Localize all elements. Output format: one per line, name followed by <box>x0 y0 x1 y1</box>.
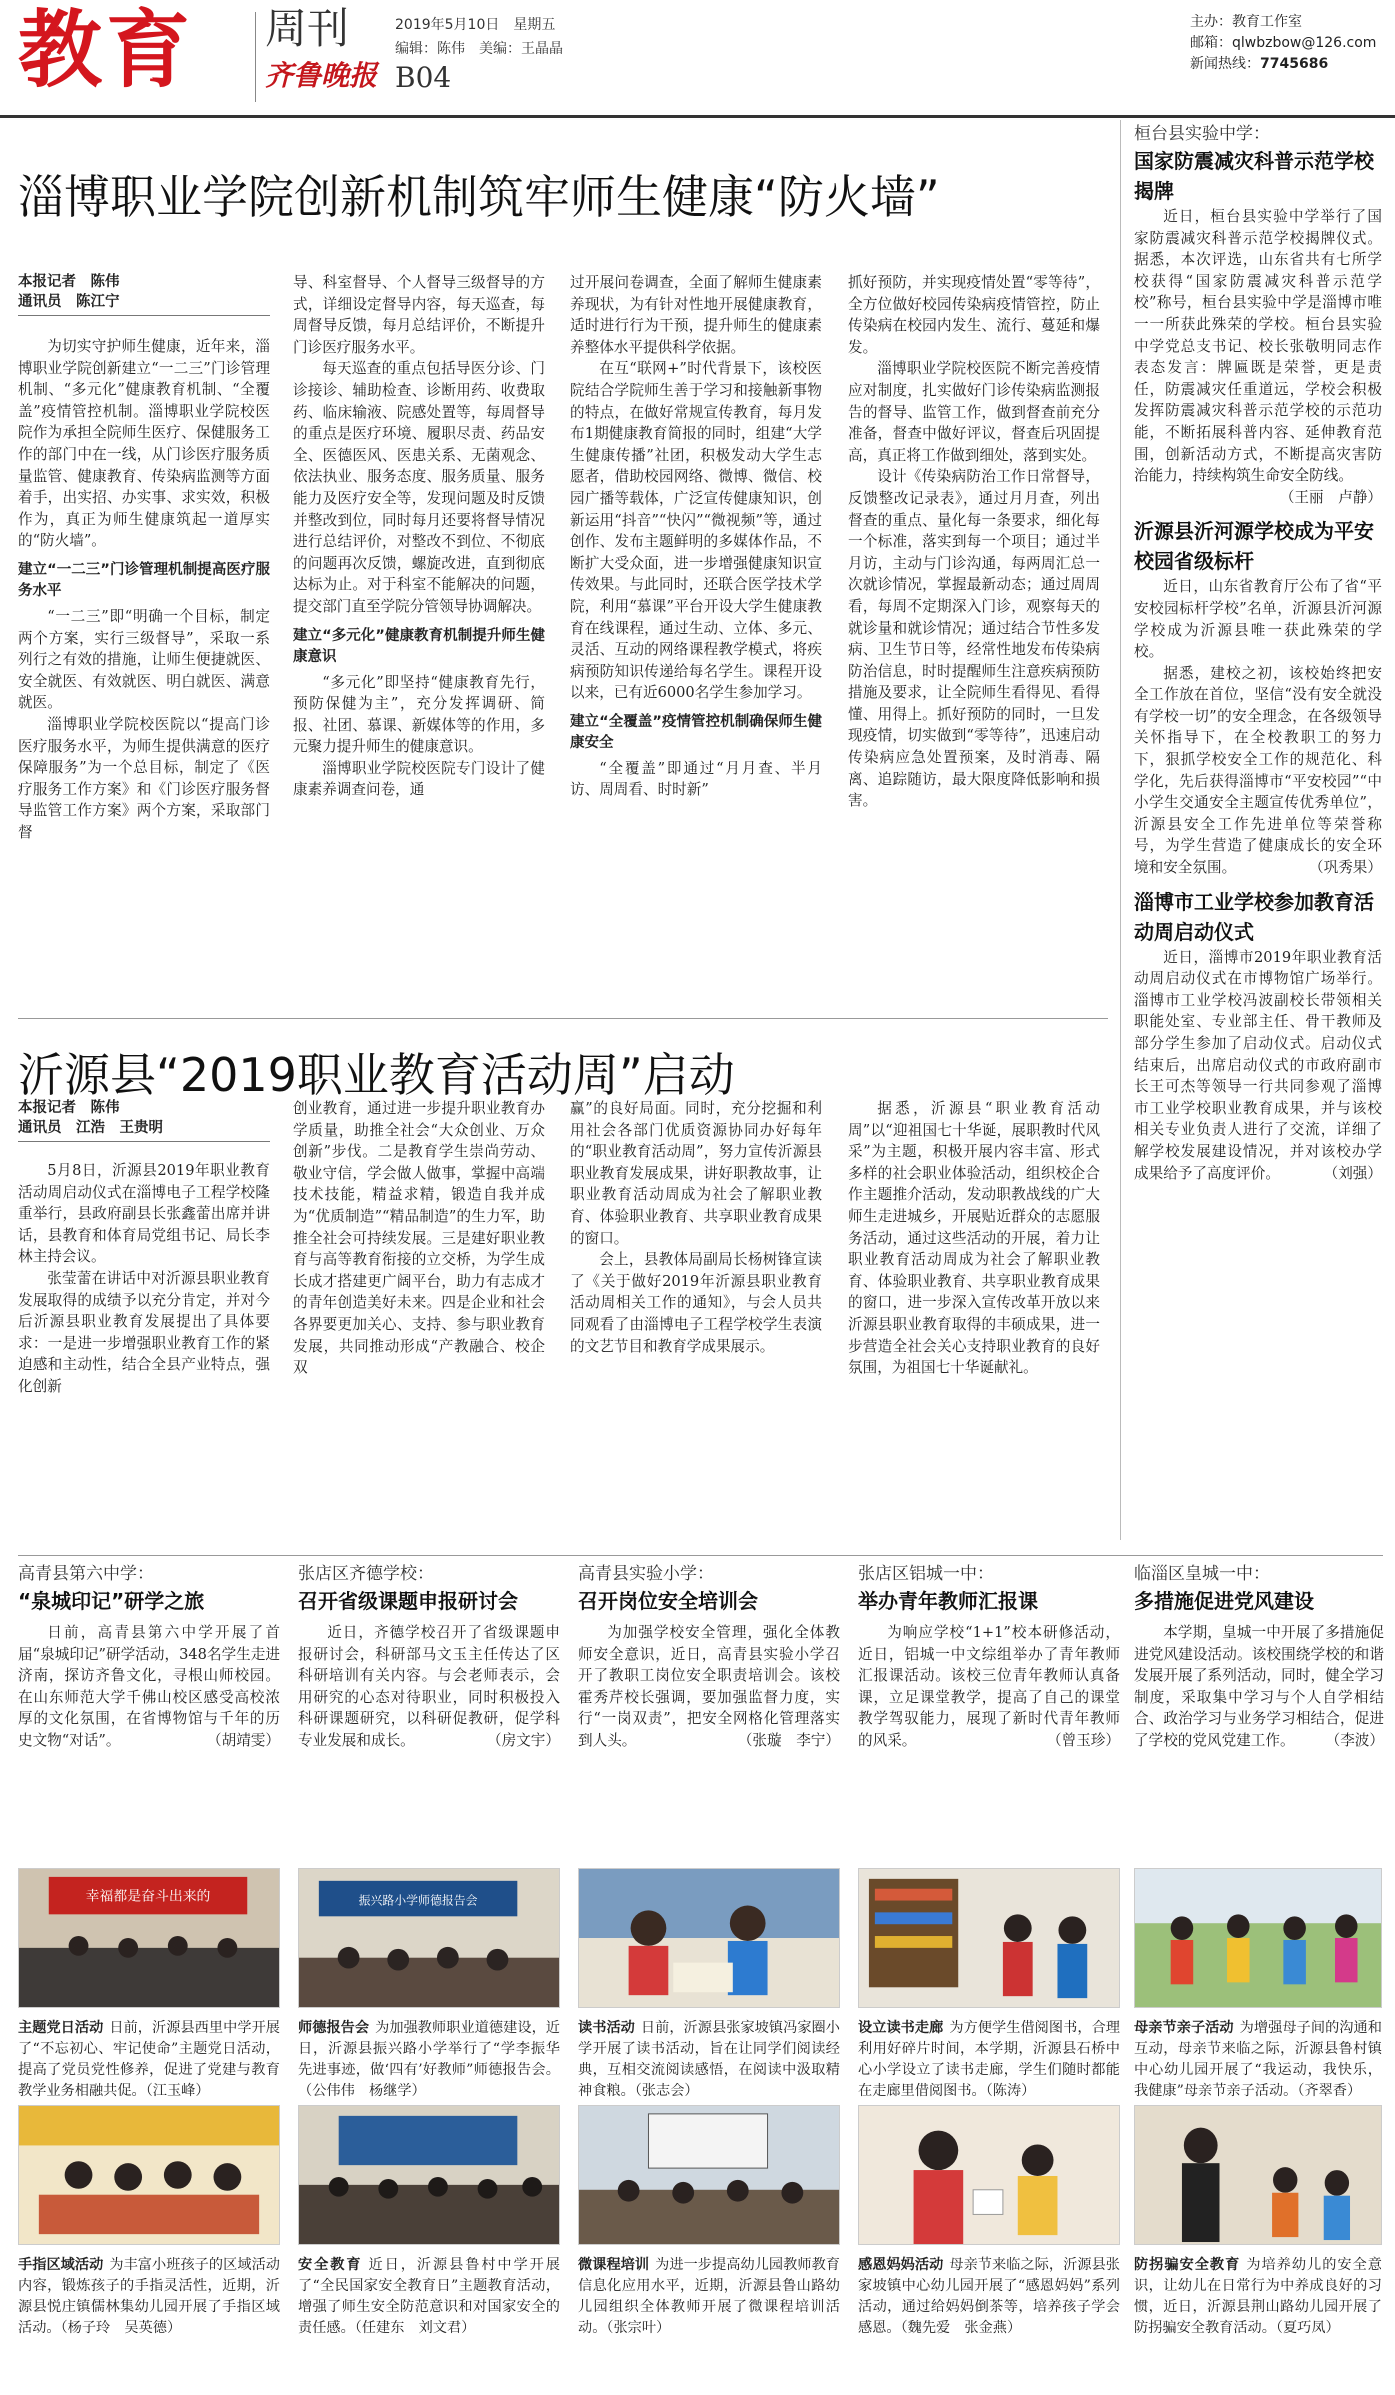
lead-subhead: 建立“多元化”健康教育机制提升师生健康意识 <box>293 627 545 665</box>
sidebar-text: 据悉，建校之初，该校始终把安全工作放在首位，坚信“没有安全就没有学校一切”的安全理念，在各级领导关怀指导下，在全校教职工的努力下，狠抓学校安全工作的规范化、科学化，先后获得淄博市“平安校园”“中小学生交通安全主题宣传优秀单位”，沂源县安全工作先进单位等荣誉称号，为学生营造了健康成长的安全环境和安全氛围。 <box>1134 664 1382 877</box>
brief-3 <box>578 1562 840 1752</box>
photo-caption <box>298 2255 560 2339</box>
photo-microcourse <box>578 2105 840 2245</box>
photo-banner-text: 振兴路小学师德报告会 <box>358 1893 478 1908</box>
caption-author: （张宗叶） <box>606 2320 671 2336</box>
brief-text: 为响应学校“1+1”校本研修活动，近日，铝城一中文综组举办了青年教师汇报课活动。该校三位青年教师认真备课，立足课堂教学，提高了自己的课堂教学驾驭能力，展现了新时代青年教师的风采。 <box>858 1624 1120 1749</box>
photo-thank-mom <box>858 2105 1120 2245</box>
sidebar-author: （巩秀果） <box>1309 859 1382 877</box>
story2-paragraph: 据悉，沂源县“职业教育活动周”以“迎祖国七十华诞，展职教时代风采”为主题，积极开展内容丰富、形式多样的社会职业体验活动，组织校企合作主题推介活动，发动职教战线的广大师生走进城乡，开展贴近群众的志愿服务活动，通过这些活动的开展，着力让职业教育活动周成为社会了解职业教育、体验职业教育、共享职业教育成果的窗口，进一步深入宣传改革开放以来沂源县职业教育取得的丰硕成果，进一步营造全社会关心支持职业教育的良好氛围，为祖国七十华诞献礼。 <box>848 1100 1100 1377</box>
caption-author: （公伟伟 杨继学） <box>298 2083 426 2099</box>
story2-byline-reporter: 本报记者 陈伟 <box>18 1100 120 1116</box>
caption-title: 读书活动 <box>578 2020 635 2036</box>
caption-title: 微课程培训 <box>578 2257 650 2273</box>
lead-paragraph: 在互“联网+”时代背景下，该校医院结合学院师生善于学习和接触新事物的特点，在做好常规宣传教育，每月发布1期健康教育简报的同时，组建“大学生健康传播”社团，积极发动大学生志愿者，借助校园网络、微博、微信、校园广播等载体，广泛宣传健康知识，创新运用“抖音”“快闪”“微视频”等，通过创作、发布主题鲜明的多媒体作品，不断扩大受众面，进一步增强健康知识宣传效果。与此同时，还联合医学技术学院，利用“慕课”平台开设大学生健康教育在线课程，通过生动、立体、多元、灵活、互动的网络课程教学模式，将疾病预防知识传递给每名学生。课程开设以来，已有近6000名学生参加学习。 <box>570 360 822 702</box>
lead-paragraph: 为切实守护师生健康，近年来，淄博职业学院创新建立“一二三”门诊管理机制、“多元化”健康教育机制、“全覆盖”疫情管控机制。淄博职业学院校医院作为承担全院师生医疗、保健服务工作的部门中在一线，从门诊医疗服务质量监管、健康教育、传染病监测等方面着手，出实招、办实事、求实效，积极作为，真正为师生健康筑起一道厚实的“防火墙”。 <box>18 338 270 550</box>
story2-column-4 <box>848 1098 1100 1543</box>
photo-item-5 <box>1134 1868 1382 2102</box>
caption-author: （陈涛） <box>985 2083 1036 2099</box>
photo-ethics-report <box>298 1868 560 2008</box>
lead-headline: 淄博职业学院创新机制筑牢师生健康“防火墙” <box>18 170 940 224</box>
story2-paragraph: 会上，县教体局副局长杨树锋宣读了《关于做好2019年沂源县职业教育活动周相关工作的通知》，与会人员共同观看了由淄博电子工程学校学生表演的文艺节目和教育学成果展示。 <box>570 1251 822 1355</box>
photo-caption <box>1134 2255 1382 2339</box>
lead-paragraph: 淄博职业学院校医院以“提高门诊医疗服务水平，为师生提供满意的医疗保障服务”为一个总目标，制定了《医疗服务工作方案》和《门诊医疗服务督导监管工作方案》两个方案，采取部门督 <box>18 715 270 841</box>
photo-caption <box>578 2018 840 2102</box>
brief-headline: 召开省级课题申报研讨会 <box>298 1589 518 1613</box>
brief-5 <box>1134 1562 1384 1752</box>
story-divider <box>18 1018 1108 1019</box>
caption-text: 近日，沂源县鲁村中学开展了“全民国家安全教育日”主题教育活动，增强了师生安全防范意识和对国家安全的责任感。 <box>298 2257 560 2336</box>
brief-author: （胡靖雯） <box>207 1731 280 1749</box>
caption-author: （杨子玲 吴英德） <box>60 2320 182 2336</box>
photo-reading <box>578 1868 840 2008</box>
email-label: 邮箱：qlwbzbow@126.com <box>1190 35 1377 51</box>
photo-anti-abduction <box>1134 2105 1382 2245</box>
weekly-label: 周刊 <box>265 4 350 53</box>
sidebar-headline: 国家防震减灾科普示范学校揭牌 <box>1134 149 1374 203</box>
sidebar-body <box>1134 206 1382 506</box>
caption-text: 母亲节来临之际，沂源县张家坡镇中心幼儿园开展了“感恩妈妈”系列活动，通过给妈妈倒茶等，培养孩子学会感恩。 <box>858 2257 1120 2336</box>
brief-text: 日前，高青县第六中学开展了首届“泉城印记”研学活动，348名学生走进济南，探访齐鲁文化，寻根山师校园。在山东师范大学千佛山校区感受高校浓厚的文化氛围，在省博物馆与千年的历史文物“对话”。 <box>18 1624 280 1749</box>
lead-paragraph: “一二三”即“明确一个目标，制定两个方案，实行三级督导”，采取一系列行之有效的措施，让师生便捷就医、安全就医、有效就医、明白就医、满意就医。 <box>18 607 270 712</box>
sidebar-text: 近日，桓台县实验中学举行了国家防震减灾科普示范学校揭牌仪式。据悉，本次评选，山东省共有七所学校获得“国家防震减灾科普示范学校”称号，桓台县实验中学是淄博市唯一一所获此殊荣的学校。桓台县实验中学党总支书记、校长张敬明同志作表态发言：牌匾既是荣誉，更是责任，防震减灾任重道远，学校会积极发挥防震减灾科普示范学校的示范功能，不断拓展科普内容、延伸教育范围，创新活动方式，不断提高灾害防治能力，持续构筑生命安全防线。 <box>1134 208 1382 485</box>
caption-text: 为方便学生借阅图书，合理利用好碎片时间，本学期，沂源县石桥中心小学设立了读书走廊，学生们随时都能在走廊里借阅图书。 <box>858 2020 1120 2099</box>
brief-text: 近日，齐德学校召开了省级课题申报研讨会，科研部马文玉主任传达了区科研培训有关内容。与会老师表示，会用研究的心态对待职业，同时积极投入科研课题研究，以科研促教研，促学科专业发展和成长。 <box>298 1624 560 1749</box>
sidebar-body <box>1134 947 1382 1185</box>
lead-column-4 <box>848 272 1100 992</box>
sidebar-kicker: 桓台县实验中学： <box>1134 124 1270 144</box>
brief-body <box>298 1622 560 1752</box>
lead-paragraph: 导、科室督导、个人督导三级督导的方式，详细设定督导内容，每天巡查，每周督导反馈，每月总结评价，不断提升门诊医疗服务水平。 <box>293 274 545 356</box>
photo-item-7 <box>298 2105 560 2339</box>
caption-text: 日前，沂源县西里中学开展了“不忘初心、牢记使命”主题党日活动，提高了党员党性修养，促进了党建与教育教学业务相融共促。 <box>18 2020 280 2099</box>
host-label: 主办：教育工作室 <box>1190 14 1302 30</box>
caption-author: （任建东 刘文君） <box>354 2320 476 2336</box>
brief-text: 本学期，皇城一中开展了多措施促进党风建设活动。该校围绕学校的和谐发展开展了系列活动，同时，健全学习制度，采取集中学习与个人自学相结合、政治学习与业务学习相结合，促进了学校的党风党建工作。 <box>1134 1624 1384 1749</box>
photo-party-day <box>18 1868 280 2008</box>
brief-headline: 召开岗位安全培训会 <box>578 1589 758 1613</box>
story2-column-3 <box>570 1098 822 1543</box>
photo-item-6 <box>18 2105 280 2339</box>
caption-text: 为加强教师职业道德建设，近日，沂源县振兴路小学举行了“学李振华先进事迹，做‘四有’好教师”师德报告会。 <box>298 2020 560 2078</box>
sidebar-author: （刘强） <box>1323 1164 1382 1182</box>
sidebar-headline: 沂源县沂河源学校成为平安校园省级标杆 <box>1134 519 1374 574</box>
issue-date: 2019年5月10日 星期五 <box>395 17 556 33</box>
caption-text: 日前，沂源县张家坡镇冯家圈小学开展了读书活动，旨在让同学们阅读经典，互相交流阅读感悟，在阅读中汲取精神食粮。 <box>578 2020 840 2099</box>
photo-caption <box>858 2255 1120 2339</box>
brief-kicker: 高青县第六中学： <box>18 1564 154 1584</box>
brief-body <box>18 1622 280 1752</box>
photo-caption <box>298 2018 560 2102</box>
lead-paragraph: 淄博职业学院校医院不断完善疫情应对制度，扎实做好门诊传染病监测报告的督导、监管工作，做到督查前充分准备，督查中做好评议，督查后巩固提高，真正将工作做到细处，落到实处。 <box>848 360 1100 464</box>
page-number: B04 <box>395 61 452 94</box>
photo-item-3 <box>578 1868 840 2102</box>
caption-author: （江玉峰） <box>145 2083 210 2099</box>
photo-item-1 <box>18 1868 280 2102</box>
photo-item-9 <box>858 2105 1120 2339</box>
sidebar-author: （王丽 卢静） <box>1279 488 1382 506</box>
caption-title: 师德报告会 <box>298 2020 370 2036</box>
brief-2 <box>298 1562 560 1752</box>
sidebar <box>1134 122 1382 1184</box>
caption-author: （齐翠香） <box>1297 2083 1362 2099</box>
story2-paragraph: 赢”的良好局面。同时，充分挖掘和利用社会各部门优质资源协同办好每年的“职业教育活动周”，努力宣传沂源县职业教育发展成果，讲好职教故事，让职业教育活动周成为社会了解职业教育、体验职业教育、共享职业教育成果的窗口。 <box>570 1100 822 1247</box>
newspaper-logo: 齐鲁晚报 <box>265 59 378 92</box>
lead-paragraph: “全覆盖”即通过“月月查、半月访、周周看、时时新” <box>570 759 822 799</box>
hotline-number: 7745686 <box>1260 56 1329 72</box>
section-title: 教育 <box>18 1 195 99</box>
lead-paragraph: “多元化”即坚持“健康教育先行，预防保健为主”，充分发挥调研、简报、社团、慕课、新媒体等的作用，多元聚力提升师生的健康意识。 <box>293 673 545 756</box>
brief-kicker: 张店区齐德学校： <box>298 1564 434 1584</box>
sidebar-body <box>1134 576 1382 878</box>
photo-item-2 <box>298 1868 560 2102</box>
brief-author: （李波） <box>1325 1731 1384 1749</box>
story2-paragraph: 5月8日，沂源县2019年职业教育活动周启动仪式在淄博电子工程学校隆重举行，县政府副县长张鑫蕾出席并讲话，县教育和体育局党组书记、局长李林主持会议。 <box>18 1162 270 1266</box>
sidebar-text: 近日，淄博市2019年职业教育活动周启动仪式在市博物馆广场举行。淄博市工业学校冯波副校长带领相关职能处室、专业部主任、骨干教师及部分学生参加了启动仪式。启动仪式结束后，出席启动仪式的市政府副市长王可杰等领导一行共同参观了淄博市工业学校职业教育成果，并与该校相关专业负责人进行了交流，详细了解学校发展建设情况，并对该校办学成果给予了高度评价。 <box>1134 948 1382 1182</box>
brief-body <box>1134 1622 1384 1752</box>
caption-title: 设立读书走廊 <box>858 2020 944 2036</box>
caption-author: （魏先爱 张金燕） <box>900 2320 1022 2336</box>
brief-kicker: 临淄区皇城一中： <box>1134 1564 1270 1584</box>
briefs-divider <box>18 1555 1383 1556</box>
lead-paragraph: 淄博职业学院校医院专门设计了健康素养调查问卷，通 <box>293 759 545 799</box>
caption-text: 为增强母子间的沟通和互动，母亲节来临之际，沂源县鲁村镇中心幼儿园开展了“我运动，我快乐，我健康”母亲节亲子活动。 <box>1134 2020 1382 2099</box>
caption-text: 为丰富小班孩子的区域活动内容，锻炼孩子的手指灵活性，近期，沂源县悦庄镇儒林集幼儿园开展了手指区域活动。 <box>18 2257 280 2336</box>
lead-byline-correspondent: 通讯员 陈江宁 <box>18 292 270 316</box>
caption-title: 感恩妈妈活动 <box>858 2257 944 2273</box>
story2-column-1 <box>18 1098 270 1543</box>
caption-title: 防拐骗安全教育 <box>1134 2257 1241 2273</box>
brief-text: 为加强学校安全管理，强化全体教师安全意识，近日，高青县实验小学召开了教职工岗位安全职责培训会。该校霍秀芹校长强调，要加强监督力度，实行“一岗双责”，把安全网格化管理落实到人头。 <box>578 1624 840 1749</box>
caption-author: （张志会） <box>634 2083 699 2099</box>
brief-body <box>578 1622 840 1752</box>
hotline-label: 新闻热线： <box>1190 56 1260 72</box>
lead-subhead: 建立“全覆盖”疫情管控机制确保师生健康安全 <box>570 713 822 751</box>
story2-column-2 <box>293 1098 545 1543</box>
contact-block <box>1190 12 1376 75</box>
caption-text: 为进一步提高幼儿园教师教育信息化应用水平，近期，沂源县鲁山路幼儿园组织全体教师开展了微课程培训活动。 <box>578 2257 840 2336</box>
brief-kicker: 张店区铝城一中： <box>858 1564 994 1584</box>
photo-caption <box>1134 2018 1382 2102</box>
photo-finger-activity <box>18 2105 280 2245</box>
photo-item-4 <box>858 1868 1120 2102</box>
caption-title: 手指区域活动 <box>18 2257 104 2273</box>
photo-caption <box>18 2018 280 2102</box>
photo-banner-text: 幸福都是奋斗出来的 <box>85 1888 211 1905</box>
brief-kicker: 高青县实验小学： <box>578 1564 714 1584</box>
brief-body <box>858 1622 1120 1752</box>
masthead-divider <box>255 12 256 102</box>
photo-item-10 <box>1134 2105 1382 2339</box>
photo-safety-education <box>298 2105 560 2245</box>
brief-1 <box>18 1562 280 1752</box>
photo-caption <box>18 2255 280 2339</box>
brief-author: （房文宇） <box>487 1731 560 1749</box>
sidebar-divider <box>1120 120 1121 1540</box>
photo-reading-corridor <box>858 1868 1120 2008</box>
story2-headline: 沂源县“2019职业教育活动周”启动 <box>18 1048 735 1102</box>
lead-paragraph: 设计《传染病防治工作日常督导，反馈整改记录表》，通过月月查，列出督查的重点、量化每一条要求，细化每一个标准，落实到每一个项目；通过半月访，主动与门诊沟通，每两周汇总一次就诊情况，掌握最新动态；通过周周看，每周不定期深入门诊，观察每天的就诊量和就诊情况；通过结合节性多发病、卫生节日等，经常性地发布传染病防治信息，时时提醒师生注意疾病预防措施及要求，让全院师生看得见、看得懂、用得上。抓好预防的同时，一旦发现疫情，切实做到“零等待”，迅速启动传染病应急处置预案，及时消毒、隔离、追踪随访，最大限度降低影响和损害。 <box>848 468 1100 810</box>
lead-paragraph: 抓好预防，并实现疫情处置“零等待”，全方位做好校园传染病疫情管控，防止传染病在校园内发生、流行、蔓延和爆发。 <box>848 274 1100 356</box>
caption-title: 安全教育 <box>298 2257 363 2273</box>
photo-caption <box>578 2255 840 2339</box>
photo-caption <box>858 2018 1120 2102</box>
lead-byline-reporter: 本报记者 陈伟 <box>18 274 120 290</box>
story2-paragraph: 张莹蕾在讲话中对沂源县职业教育发展取得的成绩予以充分肯定，并对今后沂源县职业教育发展提出了具体要求：一是进一步增强职业教育工作的紧迫感和主动性，结合全县产业特点，强化创新 <box>18 1269 270 1395</box>
story2-byline-correspondent: 通讯员 江浩 王贵明 <box>18 1118 270 1142</box>
lead-subhead: 建立“一二三”门诊管理机制提高医疗服务水平 <box>18 561 270 599</box>
brief-author: （曾玉珍） <box>1047 1731 1120 1749</box>
caption-title: 母亲节亲子活动 <box>1134 2020 1234 2036</box>
lead-paragraph: 过开展问卷调查，全面了解师生健康素养现状，为有针对性地开展健康教育，适时进行行为干预，提升师生的健康素养整体水平提供科学依据。 <box>570 274 822 356</box>
lead-column-3 <box>570 272 822 992</box>
lead-paragraph: 每天巡查的重点包括导医分诊、门诊接诊、辅助检查、诊断用药、收费取药、临床输液、院感处置等，每周督导的重点是医疗环境、履职尽责、药品安全、医德医风、医患关系、无菌观念、依法执业、服务态度、服务质量、服务能力及医疗安全等，发现问题及时反馈并整改到位，同时每月还要将督导情况进行总结评价，对整改不到位、不彻底的问题再次反馈，螺旋改进，直到彻底达标为止。对于科室不能解决的问题，提交部门直至学院分管领导协调解决。 <box>293 360 545 615</box>
masthead-rule <box>0 115 1395 118</box>
hotline-row <box>1190 54 1376 75</box>
caption-text: 为培养幼儿的安全意识，让幼儿在日常行为中养成良好的习惯，近日，沂源县荆山路幼儿园开展了防拐骗安全教育活动。 <box>1134 2257 1382 2336</box>
photo-item-8 <box>578 2105 840 2339</box>
brief-headline: “泉城印记”研学之旅 <box>18 1589 205 1613</box>
brief-headline: 多措施促进党风建设 <box>1134 1589 1314 1613</box>
brief-4 <box>858 1562 1120 1752</box>
brief-headline: 举办青年教师汇报课 <box>858 1589 1038 1613</box>
editor-credits: 编辑：陈伟 美编：王晶晶 <box>395 41 563 57</box>
lead-column-2 <box>293 272 545 992</box>
sidebar-headline: 淄博市工业学校参加教育活动周启动仪式 <box>1134 889 1374 944</box>
sidebar-text: 近日，山东省教育厅公布了省“平安校园标杆学校”名单，沂源县沂河源学校成为沂源县唯一获此殊荣的学校。 <box>1134 578 1382 661</box>
caption-title: 主题党日活动 <box>18 2020 104 2036</box>
story2-paragraph: 创业教育，通过进一步提升职业教育办学质量，助推全社会“大众创业、万众创新”步伐。二是教育学生崇尚劳动、敬业守信，学会做人做事，掌握中高端技术技能，精益求精，锻造自我并成为“优质制造”“精品制造”的生力军，助推全社会可持续发展。三是建好职业教育与高等教育衔接的立交桥，为学生成长成才搭建更广阔平台，助力有志成才的青年创造美好未来。四是企业和社会各界要更加关心、支持、参与职业教育发展，共同推动形成“产教融合、校企双 <box>293 1100 545 1377</box>
lead-column-1 <box>18 272 270 992</box>
caption-author: （夏巧凤） <box>1275 2320 1340 2336</box>
photo-mothers-day <box>1134 1868 1382 2008</box>
brief-author: （张璇 李宁） <box>737 1731 840 1749</box>
